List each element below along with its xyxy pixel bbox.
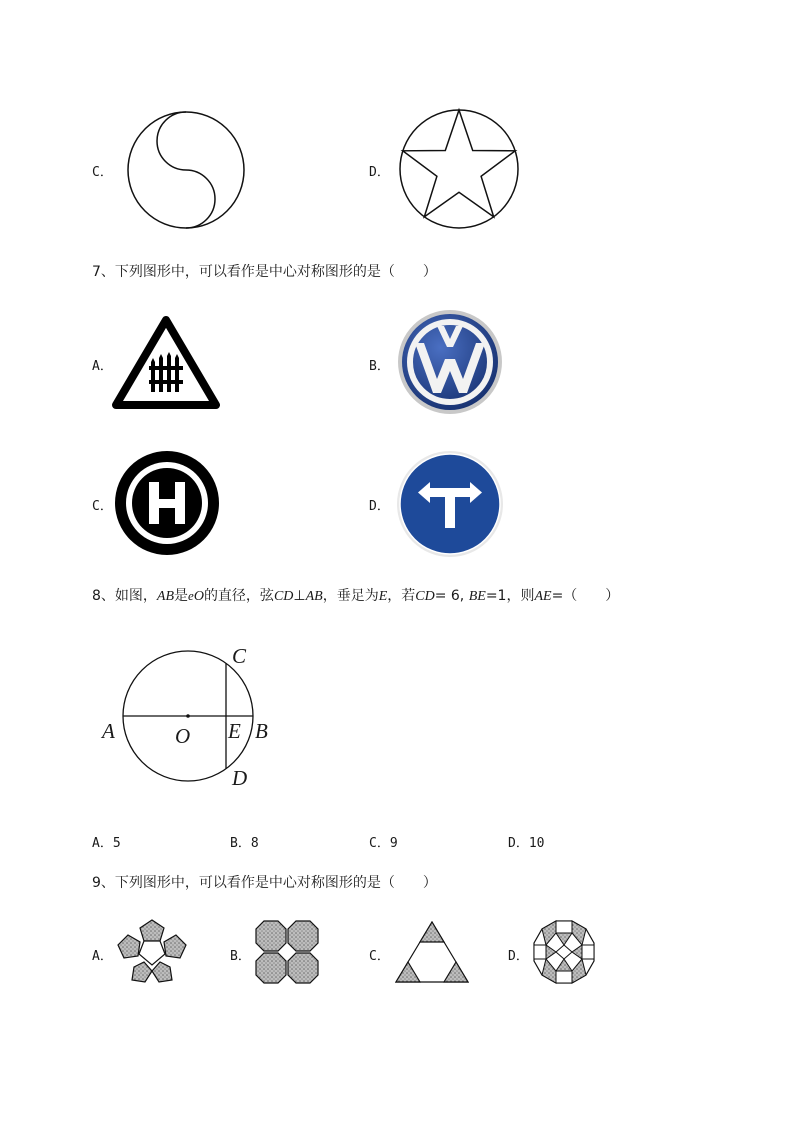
q8-var-ab: AB xyxy=(156,589,175,604)
q8-answer-b: B．8 xyxy=(230,836,259,851)
q7-stem: 7、下列图形中，可以看作是中心对称图形的是（ ） xyxy=(92,264,437,280)
q8-answer-d: D．10 xyxy=(508,836,545,851)
vw-logo-icon xyxy=(397,309,503,415)
q8-var-cd: CD xyxy=(273,589,294,604)
q8-center-point xyxy=(186,714,190,718)
q8-label-b: B xyxy=(255,719,268,743)
q7-option-a-label: A． xyxy=(92,359,113,374)
q7-option-c-label: C． xyxy=(92,499,113,514)
q8-label-d: D xyxy=(232,766,248,790)
q6-option-c-label: C． xyxy=(92,165,113,180)
q8-label-c: C xyxy=(232,644,247,668)
q8-equation: = 6, xyxy=(434,588,465,604)
q8-var-o: O xyxy=(193,589,204,604)
q8-var-cd: CD xyxy=(415,589,435,604)
triangle-hexagon-icon xyxy=(394,920,470,984)
q9-option-b-label: B． xyxy=(230,949,251,964)
yin-yang-icon xyxy=(126,110,246,230)
q8-var-ae: AE xyxy=(534,589,552,604)
q9-option-a-label: A． xyxy=(92,949,113,964)
pentagon-ring-icon xyxy=(114,918,190,984)
q8-stem-text: ，垂足为 xyxy=(322,588,379,604)
q8-circle-symbol: e xyxy=(188,588,194,603)
dodecagon-tiling-icon xyxy=(532,920,596,984)
helipad-sign-icon xyxy=(114,450,220,556)
q8-equation: =（ ） xyxy=(551,588,620,604)
q9-option-c-label: C． xyxy=(369,949,390,964)
q8-stem-text: ，则 xyxy=(506,588,535,604)
q8-stem-text: ，若 xyxy=(387,588,416,604)
q6-option-d-label: D． xyxy=(369,165,390,180)
q8-perp-symbol: ⊥ xyxy=(293,588,306,604)
q8-label-a: A xyxy=(102,719,115,743)
q8-stem-text: 是 xyxy=(174,588,189,604)
q9-option-d-label: D． xyxy=(508,949,529,964)
q9-stem: 9、下列图形中，可以看作是中心对称图形的是（ ） xyxy=(92,875,437,891)
q8-stem xyxy=(92,585,619,605)
q7-option-b-label: B． xyxy=(369,359,390,374)
turn-left-right-sign-icon xyxy=(396,450,504,558)
q8-label-e: E xyxy=(228,719,241,743)
q8-var-ab: AB xyxy=(305,589,323,604)
q8-circle-figure xyxy=(100,640,280,790)
q8-label-o: O xyxy=(175,724,191,748)
octagon-cluster-icon xyxy=(255,920,319,984)
q7-option-d-label: D． xyxy=(369,499,390,514)
q8-equation: =1 xyxy=(485,588,507,604)
q8-answer-c: C．9 xyxy=(369,836,398,851)
q8-stem-text: 的直径，弦 xyxy=(203,588,274,604)
q8-stem-text: 8、如图， xyxy=(92,588,157,604)
star-in-circle-icon xyxy=(398,108,520,230)
railway-crossing-sign-icon xyxy=(112,316,220,410)
q8-var-be: BE xyxy=(468,589,486,604)
q8-var-e: E xyxy=(378,589,388,604)
q8-answer-a: A．5 xyxy=(92,836,121,851)
